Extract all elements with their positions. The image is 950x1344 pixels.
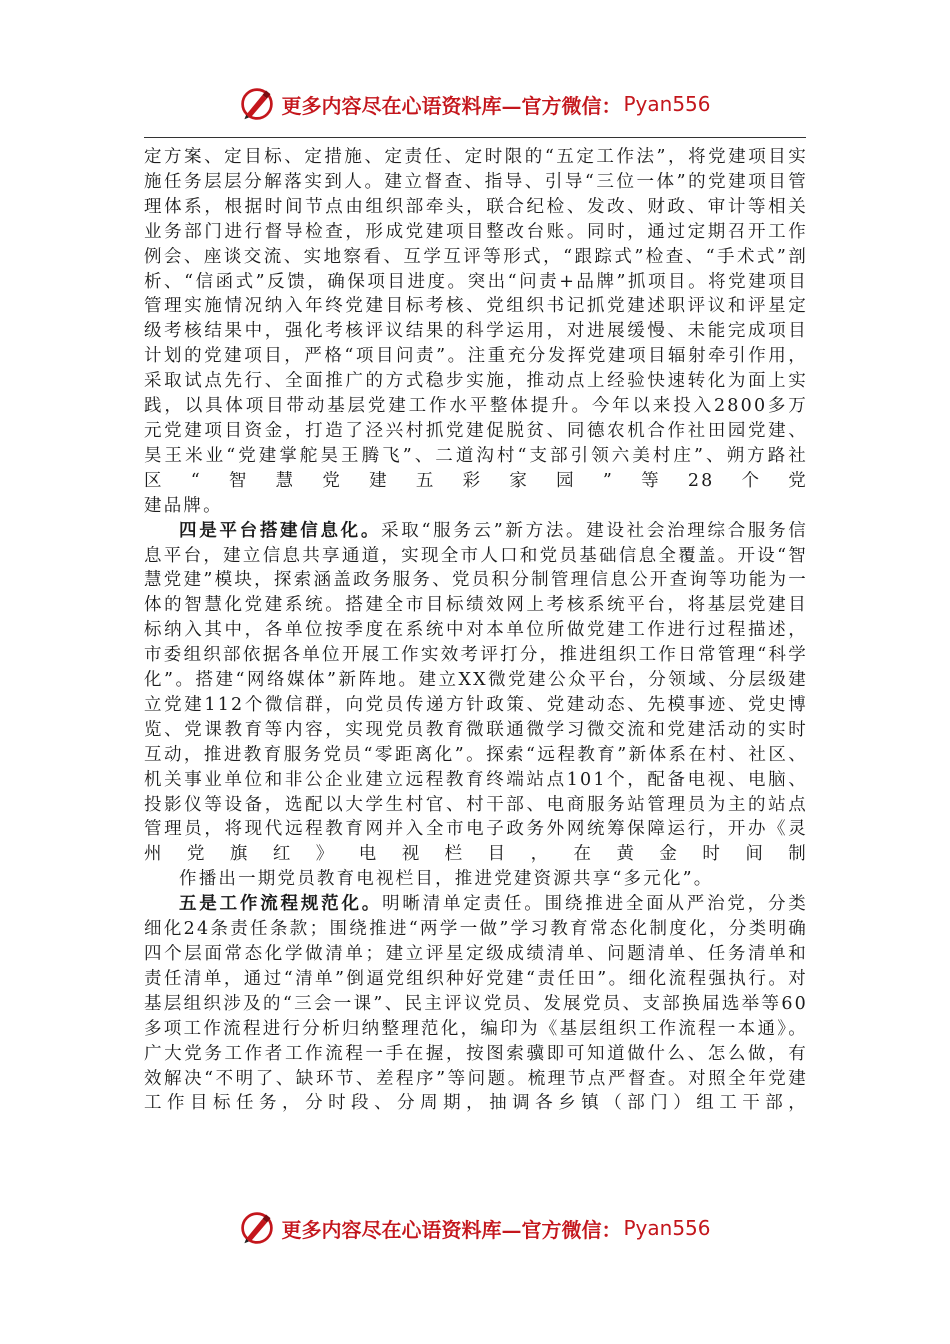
paragraph-2-text: 采取“服务云”新方法。建设社会治理综合服务信息平台，建立信息共享通道，实现全市人口和党员基础信息全覆盖。开设“智慧党建”模块，探索涵盖政务服务、党员积分制管理信息公开查询等功能为一体的智慧化党建系统。搭建全市目标绩效网上考核系统平台，将基层党建目标纳入其中，各单位按季度在系统中对本单位所做党建工作进行过程描述，市委组织部依据各单位开展工作实效考评打分，推进组织工作日常管理“科学化”。搭建“网络媒体”新阵地。建立XX微党建公众平台，分领域、分层级建立党建112个微信群，向党员传递方针政策、党建动态、先模事迹、党史博览、党课教育等内容，实现党员教育微联通微学习微交流和党建活动的实时互动，推进教育服务党员“零距离化”。探索“远程教育”新体系在村、社区、机关事业单位和非公企业建立远程教育终端站点101个，配备电视、电脑、投影仪等设备，选配以大学生村官、村干部、电商服务站管理员为主的站点管理员，将现代远程教育网并入全市电子政务外网统筹保障运行，开办《灵州党旗红》电视栏目，在黄金时间制 xyxy=(144,520,809,865)
banner-wechat-id: Pyan556 xyxy=(623,1216,711,1240)
paragraph-1-text: 定方案、定目标、定措施、定责任、定时限的“五定工作法”，将党建项目实施任务层层分解落实到人。建立督查、指导、引导“三位一体”的党建项目管理体系，根据时间节点由组织部牵头，联合纪检、发改、财政、审计等相关业务部门进行督导检查，形成党建项目整改台账。同时，通过定期召开工作例会、座谈交流、实地察看、互学互评等形式，“跟踪式”检查、“手术式”剖析、“信函式”反馈，确保项目进度。突出“问责+品牌”抓项目。将党建项目管理实施情况纳入年终党建目标考核、党组织书记抓党建述职评议和评星定级考核结果中，强化考核评议结果的科学运用，对进展缓慢、未能完成项目计划的党建项目，严格“项目问责”。注重充分发挥党建项目辐射牵引作用，采取试点先行、全面推广的方式稳步实施，推动点上经验快速转化为面上实践，以具体项目带动基层党建工作水平整体提升。今年以来投入2800多万元党建项目资金，打造了泾兴村抓党建促脱贫、同德农机合作社田园党建、昊王米业“党建掌舵昊王腾飞”、二道沟村“支部引领六美村庄”、朔方路社区“智慧党建五彩家园”等28个党 xyxy=(144,147,808,491)
header-rule xyxy=(144,137,806,138)
footer-banner xyxy=(0,1206,950,1250)
paragraph-2-tail: 作播出一期党员教育电视栏目，推进党建资源共享“多元化”。 xyxy=(179,869,714,890)
document-body xyxy=(144,145,808,1116)
paragraph-3-text: 明晰清单定责任。围绕推进全面从严治党，分类细化24条责任条款；围绕推进“两学一做”学习教育常态化制度化，分类明确四个层面常态化学做清单；建立评星定级成绩清单、问题清单、任务清单和责任清单，通过“清单”倒逼党组织种好党建“责任田”。细化流程强执行。对基层组织涉及的“三会一课”、民主评议党员、发展党员、支部换届选举等60多项工作流程进行分析归纳整理范化，编印为《基层组织工作流程一本通》。广大党务工作者工作流程一手在握，按图索骥即可知道做什么、怎么做，有效解决“不明了、缺环节、差程序”等问题。梳理节点严督查。对照全年党建工作目标任务，分时段、分周期，抽调各乡镇（部门）组工干部， xyxy=(144,894,809,1114)
paragraph-3 xyxy=(144,892,808,1116)
section-heading-4: 四是平台搭建信息化。 xyxy=(179,520,382,541)
banner-wechat-id: Pyan556 xyxy=(623,92,711,116)
banner-text: 更多内容尽在心语资料库—官方微信： xyxy=(281,1217,622,1242)
pen-logo-icon xyxy=(239,1210,275,1246)
section-heading-5: 五是工作流程规范化。 xyxy=(179,894,383,915)
paragraph-2 xyxy=(144,519,808,893)
pen-logo-icon xyxy=(239,86,275,122)
banner-text: 更多内容尽在心语资料库—官方微信： xyxy=(281,93,622,118)
paragraph-1-tail: 建品牌。 xyxy=(144,495,223,516)
paragraph-1 xyxy=(144,145,808,519)
header-banner xyxy=(0,82,950,126)
